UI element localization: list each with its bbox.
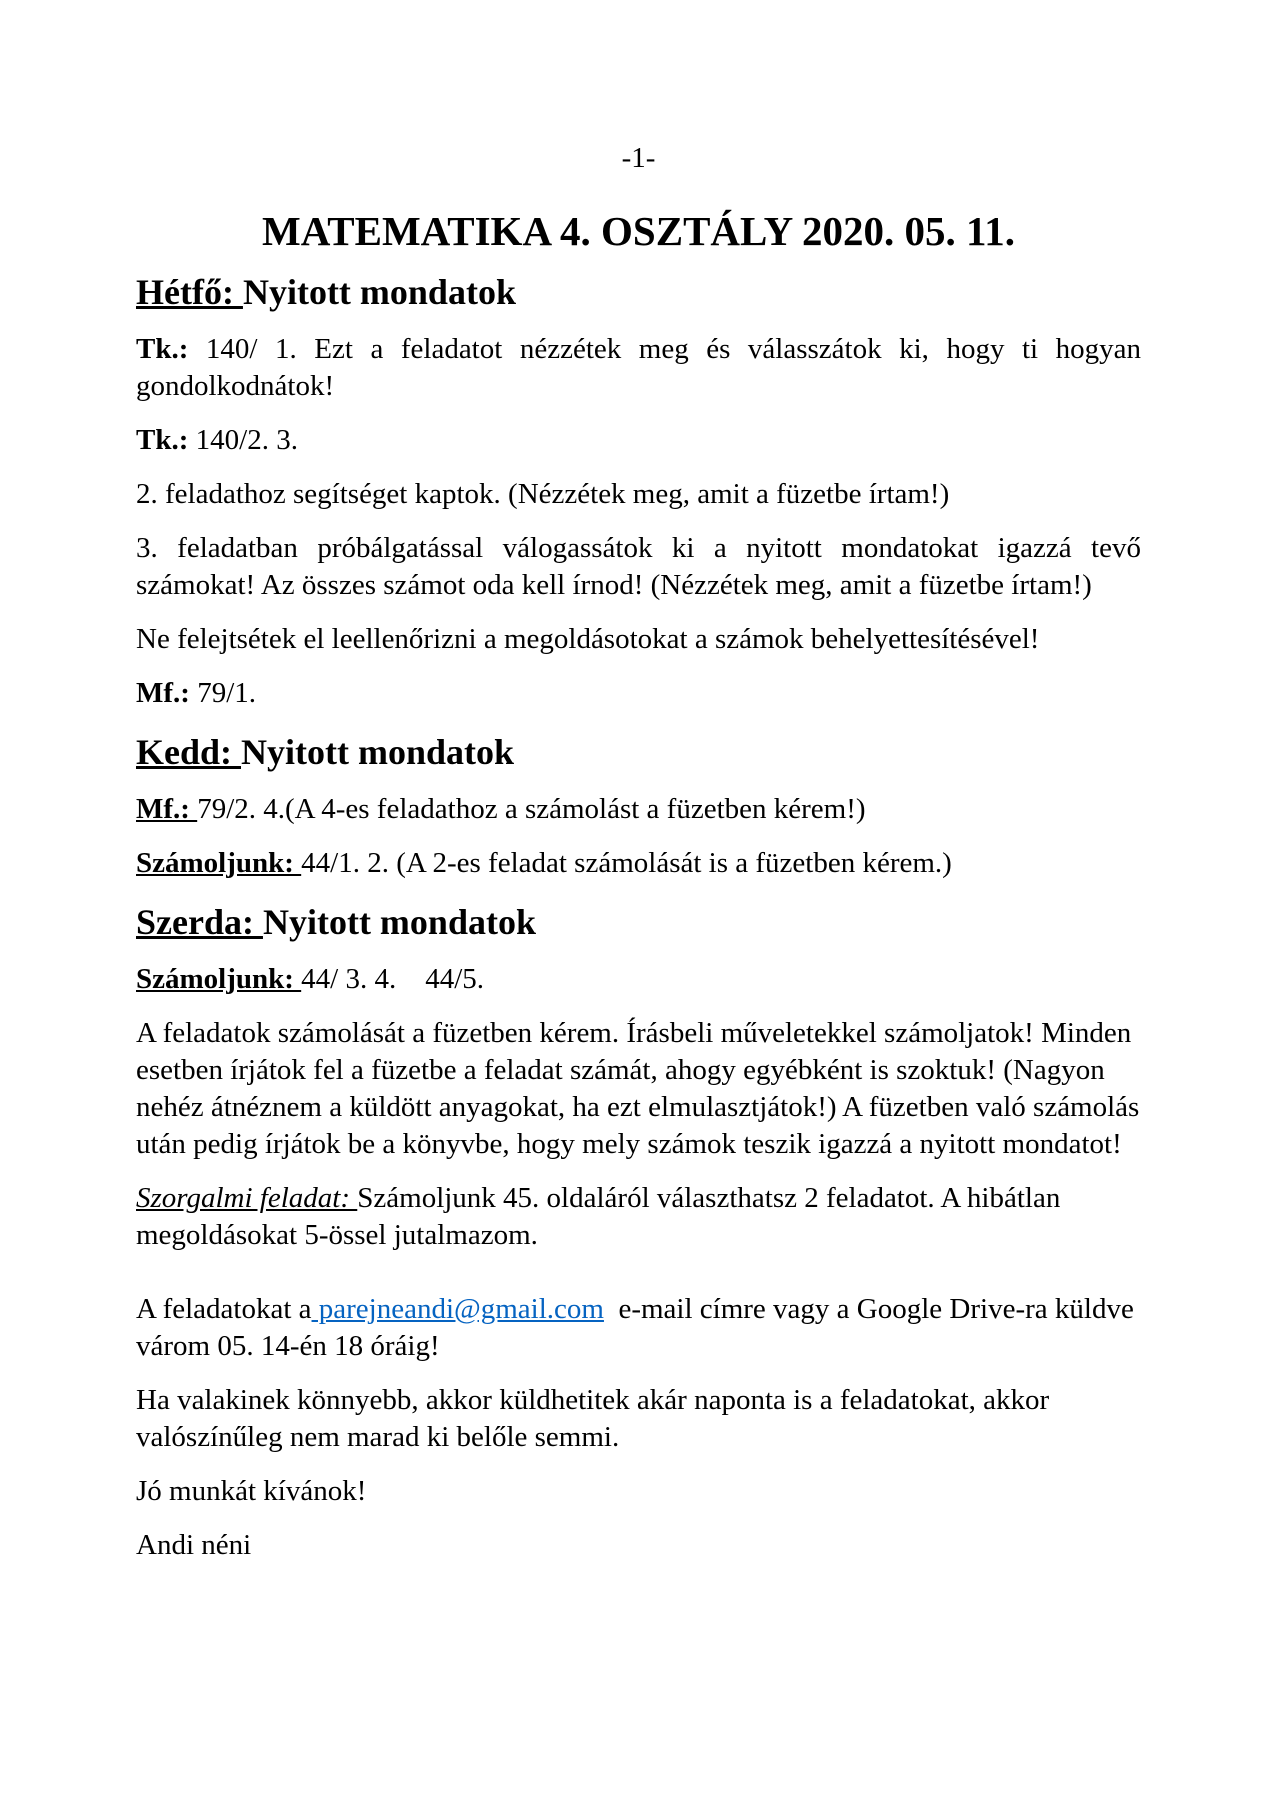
monday-mf-text: 79/1. bbox=[189, 677, 256, 709]
tk1-text: 140/ 1. Ezt a feladatot nézzétek meg és válasszátok ki, hogy ti hogyan gondolkodnátok! bbox=[136, 333, 1141, 402]
heading-monday bbox=[136, 269, 1141, 315]
monday-mf-label: Mf.: bbox=[136, 677, 190, 709]
bonus-task-label: Szorgalmi feladat: bbox=[136, 1182, 358, 1214]
tuesday-szamoljunk-label: Számoljunk: bbox=[136, 847, 302, 879]
tuesday-szamoljunk-text: 44/1. 2. (A 2-es feladat számolását is a füzetben kérem.) bbox=[301, 847, 952, 879]
bonus-task-text: Számoljunk 45. oldaláról választhatsz 2 feladatot. A hibátlan megoldásokat 5-össel jutalmazom. bbox=[136, 1182, 1061, 1251]
paragraph-wednesday-szamoljunk bbox=[136, 961, 1141, 998]
wednesday-szamoljunk-text: 44/ 3. 4. 44/5. bbox=[301, 963, 485, 995]
email-link[interactable]: parejneandi@gmail.com bbox=[311, 1293, 604, 1325]
document-title: MATEMATIKA 4. OSZTÁLY 2020. 05. 11. bbox=[262, 208, 1015, 254]
tk2-text: 140/2. 3. bbox=[188, 424, 298, 456]
heading-tuesday-text: Nyitott mondatok bbox=[241, 732, 515, 772]
paragraph-monday-mf bbox=[136, 675, 1141, 712]
heading-wednesday-label: Szerda: bbox=[136, 902, 263, 942]
heading-wednesday-text: Nyitott mondatok bbox=[262, 902, 536, 942]
paragraph-monday-reminder: Ne felejtsétek el leellenőrizni a megoldásotokat a számok behelyettesítésével! bbox=[136, 623, 1040, 655]
heading-monday-label: Hétfő: bbox=[136, 272, 243, 312]
tuesday-mf-label: Mf.: bbox=[136, 793, 198, 825]
heading-tuesday bbox=[136, 729, 1141, 775]
tk1-label: Tk.: bbox=[136, 333, 189, 365]
paragraph-tuesday-mf bbox=[136, 791, 1141, 828]
tuesday-mf-text: 79/2. 4.(A 4-es feladathoz a számolást a füzetben kérem!) bbox=[197, 793, 866, 825]
paragraph-tuesday-szamoljunk bbox=[136, 845, 1141, 882]
paragraph-submission bbox=[136, 1291, 1141, 1365]
heading-tuesday-label: Kedd: bbox=[136, 732, 242, 772]
paragraph-monday-tk2 bbox=[136, 422, 1141, 459]
heading-monday-text: Nyitott mondatok bbox=[242, 272, 516, 312]
page-number: -1- bbox=[621, 142, 656, 174]
heading-wednesday bbox=[136, 899, 1141, 945]
wednesday-szamoljunk-label: Számoljunk: bbox=[136, 963, 302, 995]
signature: Andi néni bbox=[136, 1529, 252, 1561]
paragraph-monday-note2: 2. feladathoz segítséget kaptok. (Nézzétek meg, amit a füzetbe írtam!) bbox=[136, 478, 950, 510]
submission-after-text: e-mail címre vagy a Google Drive-ra küldve várom 05. 14-én 18 óráig! bbox=[136, 1293, 1142, 1362]
paragraph-bonus-task bbox=[136, 1180, 1141, 1254]
paragraph-farewell: Jó munkát kívánok! bbox=[136, 1475, 367, 1507]
blank-line bbox=[136, 1271, 1141, 1291]
paragraph-wednesday-instructions: A feladatok számolását a füzetben kérem. Írásbeli műveletekkel számoljatok! Minden esetben írjátok fel a füzetbe a feladat számát, ahogy egyébként is szoktuk! (Nagyon nehéz átnéznem a küldött anyagokat, ha ezt elmulasztjátok!) A füzetben való számolás után pedig írjátok be a könyvbe, hogy mely számok teszik igazzá a nyitott mondatot! bbox=[136, 1017, 1140, 1160]
paragraph-monday-tk1 bbox=[136, 331, 1141, 405]
tk2-label: Tk.: bbox=[136, 424, 189, 456]
paragraph-daily-note: Ha valakinek könnyebb, akkor küldhetitek akár naponta is a feladatokat, akkor valószínűleg nem marad ki belőle semmi. bbox=[136, 1384, 1050, 1453]
paragraph-monday-note3: 3. feladatban próbálgatással válogassátok ki a nyitott mondatokat igazzá tevő számokat! Az összes számot oda kell írnod! (Nézzétek meg, amit a füzetbe írtam!) bbox=[136, 532, 1141, 601]
submission-before-text: A feladatokat a bbox=[136, 1293, 312, 1325]
